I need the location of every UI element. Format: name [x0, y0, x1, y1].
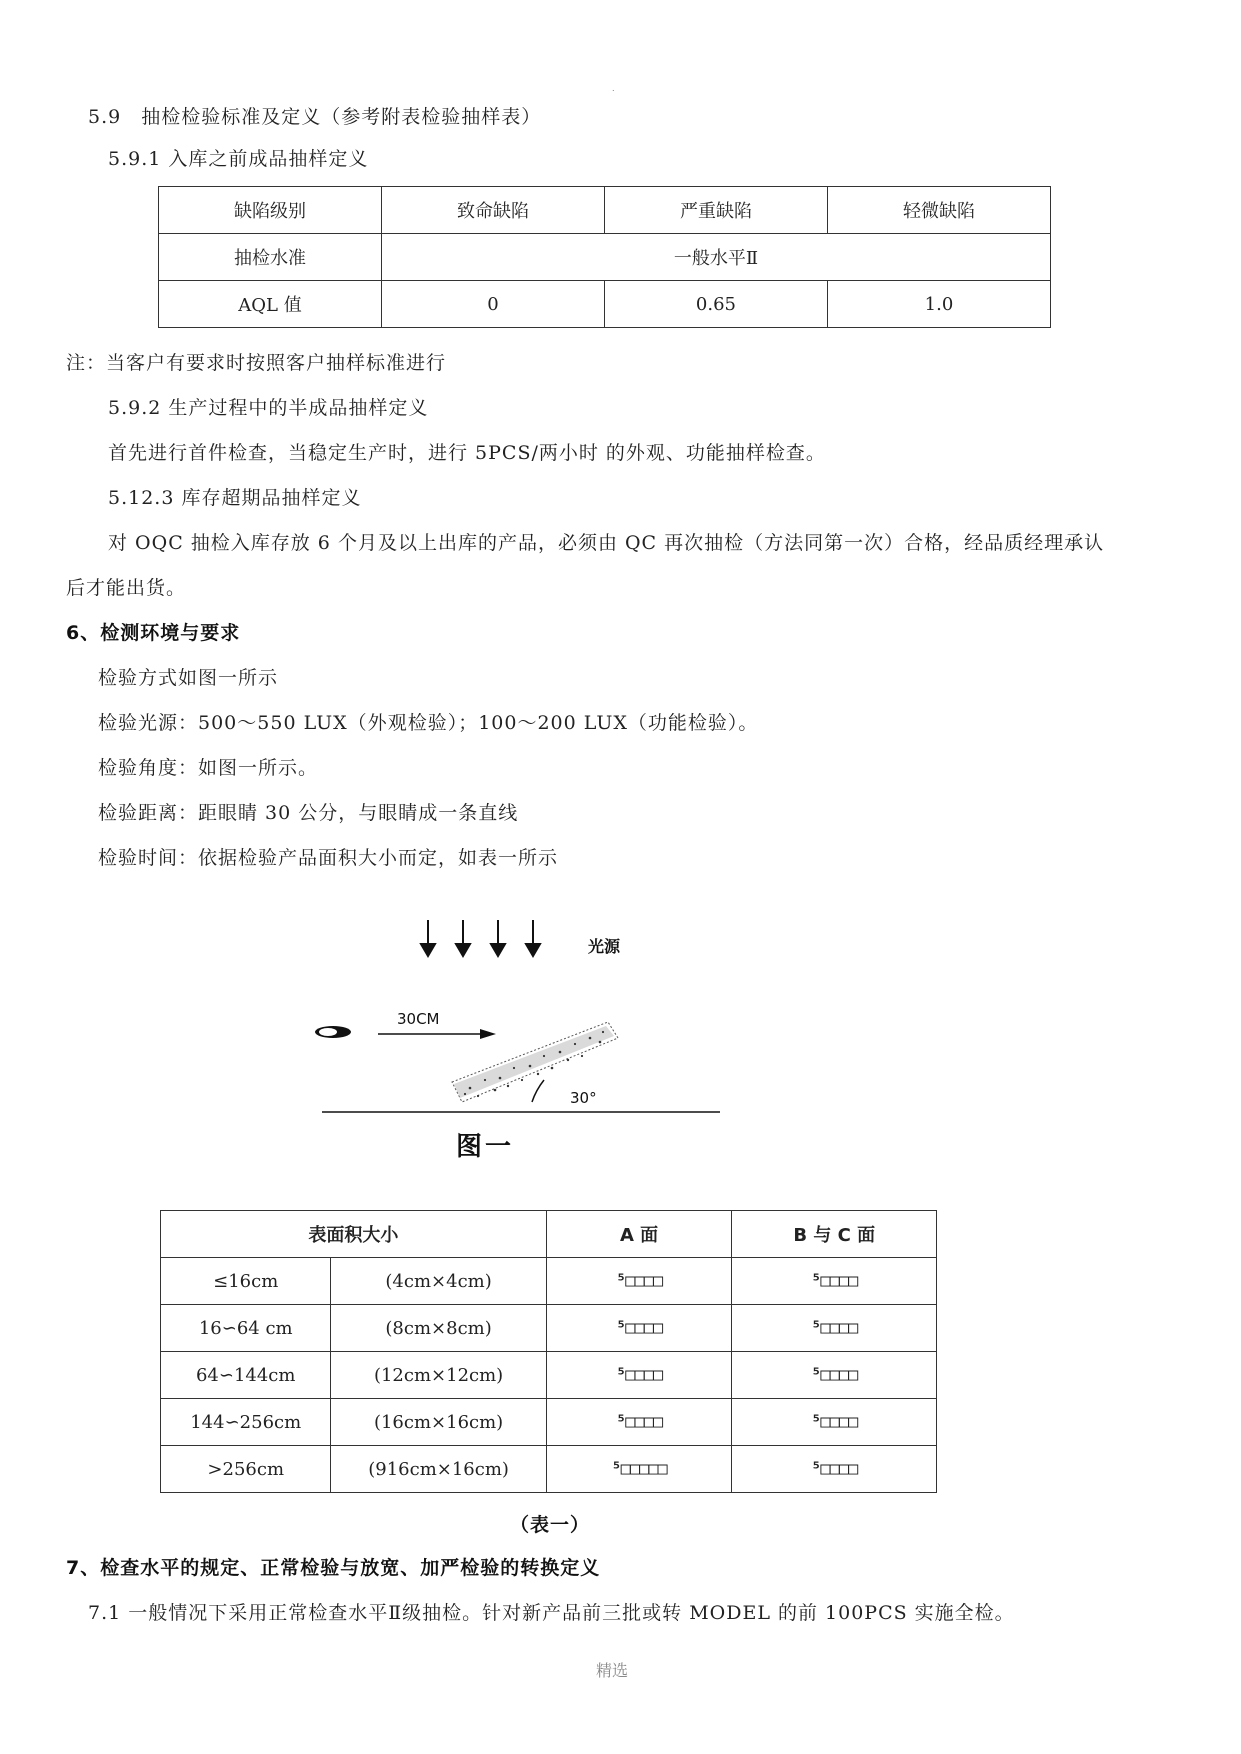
section-5-12-3-heading: 5.12.3 库存超期品抽样定义	[108, 487, 362, 509]
table-cell: ⁵□□□□	[546, 1305, 732, 1352]
table-cell: ⁵□□□□	[732, 1399, 937, 1446]
table-cell: ⁵□□□□	[732, 1352, 937, 1399]
section-6-heading: 6、检测环境与要求	[66, 622, 241, 644]
table-cell: ⁵□□□□	[546, 1352, 732, 1399]
section-5-9-1-heading: 5.9.1 入库之前成品抽样定义	[108, 148, 369, 170]
light-source-label: 光源	[588, 937, 621, 956]
table-cell: 一般水平Ⅱ	[382, 234, 1051, 281]
env-line: 检验距离：距眼睛 30 公分，与眼睛成一条直线	[98, 802, 519, 824]
table-caption: （表一）	[510, 1514, 591, 1536]
table-cell: (916cm×16cm)	[331, 1446, 546, 1493]
table-row	[159, 281, 1051, 328]
table-cell: 致命缺陷	[382, 187, 605, 234]
inspection-diagram	[300, 910, 760, 1130]
table-row	[161, 1399, 937, 1446]
table-cell: ⁵□□□□	[732, 1258, 937, 1305]
angle-label: 30°	[570, 1089, 597, 1107]
table-cell: ⁵□□□□	[732, 1446, 937, 1493]
table-cell: >256cm	[161, 1446, 331, 1493]
inspection-time-table	[160, 1210, 937, 1493]
table-cell: (12cm×12cm)	[331, 1352, 546, 1399]
table-cell: 0.65	[604, 281, 827, 328]
section-5-12-3-paragraph: 对 OQC 抽检入库存放 6 个月及以上出库的产品，必须由 QC 再次抽检（方法同第一次）合格，经品质经理承认	[108, 532, 1105, 554]
eye-icon	[315, 1026, 351, 1038]
table-cell: 抽检水准	[159, 234, 382, 281]
section-5-9-2-paragraph: 首先进行首件检查，当稳定生产时，进行 5PCS/两小时 的外观、功能抽样检查。	[108, 442, 826, 464]
section-5-12-3-paragraph-cont: 后才能出货。	[66, 577, 187, 599]
angle-arc-icon	[532, 1080, 544, 1102]
table-cell: 缺陷级别	[159, 187, 382, 234]
table-cell: (16cm×16cm)	[331, 1399, 546, 1446]
distance-label: 30CM	[397, 1010, 440, 1028]
table-header-cell: B 与 C 面	[732, 1211, 937, 1258]
table-cell: 严重缺陷	[604, 187, 827, 234]
footer-label: 精选	[596, 1661, 629, 1680]
env-line: 检验时间：依据检验产品面积大小而定，如表一所示	[98, 847, 559, 869]
table-row	[161, 1352, 937, 1399]
table-row	[159, 234, 1051, 281]
note-text: 注：当客户有要求时按照客户抽样标准进行	[66, 352, 447, 374]
table-cell: 16∽64 cm	[161, 1305, 331, 1352]
table-row	[161, 1446, 937, 1493]
table-row	[161, 1211, 937, 1258]
distance-arrow-icon	[378, 1029, 496, 1039]
table-header-cell: A 面	[546, 1211, 732, 1258]
table-cell: 64∽144cm	[161, 1352, 331, 1399]
table-cell: (4cm×4cm)	[331, 1258, 546, 1305]
sampling-definition-table	[158, 186, 1051, 328]
section-7-heading: 7、检查水平的规定、正常检验与放宽、加严检验的转换定义	[66, 1557, 601, 1579]
env-line: 检验方式如图一所示	[98, 667, 279, 689]
section-7-1-paragraph: 7.1 一般情况下采用正常检查水平Ⅱ级抽检。针对新产品前三批或转 MODEL 的前 100PCS 实施全检。	[88, 1602, 1015, 1624]
section-5-9-2-heading: 5.9.2 生产过程中的半成品抽样定义	[108, 397, 429, 419]
table-cell: 1.0	[827, 281, 1050, 328]
section-5-9-heading: 5.9 抽检检验标准及定义（参考附表检验抽样表）	[88, 106, 542, 128]
page-marker-dot: .	[612, 84, 615, 93]
table-row	[161, 1258, 937, 1305]
table-header-cell: 表面积大小	[161, 1211, 547, 1258]
table-cell: ⁵□□□□□	[546, 1446, 732, 1493]
env-line: 检验角度：如图一所示。	[98, 757, 319, 779]
table-cell: AQL 值	[159, 281, 382, 328]
table-cell: ≤16cm	[161, 1258, 331, 1305]
figure-caption: 图一	[456, 1132, 515, 1162]
table-cell: ⁵□□□□	[732, 1305, 937, 1352]
table-cell: ⁵□□□□	[546, 1258, 732, 1305]
table-cell: 144∽256cm	[161, 1399, 331, 1446]
table-cell: ⁵□□□□	[546, 1399, 732, 1446]
light-arrows-icon	[421, 920, 540, 956]
table-cell: 轻微缺陷	[827, 187, 1050, 234]
table-row	[161, 1305, 937, 1352]
env-line: 检验光源：500～550 LUX（外观检验）；100～200 LUX（功能检验）。	[98, 712, 759, 734]
table-cell: 0	[382, 281, 605, 328]
table-row	[159, 187, 1051, 234]
table-cell: (8cm×8cm)	[331, 1305, 546, 1352]
